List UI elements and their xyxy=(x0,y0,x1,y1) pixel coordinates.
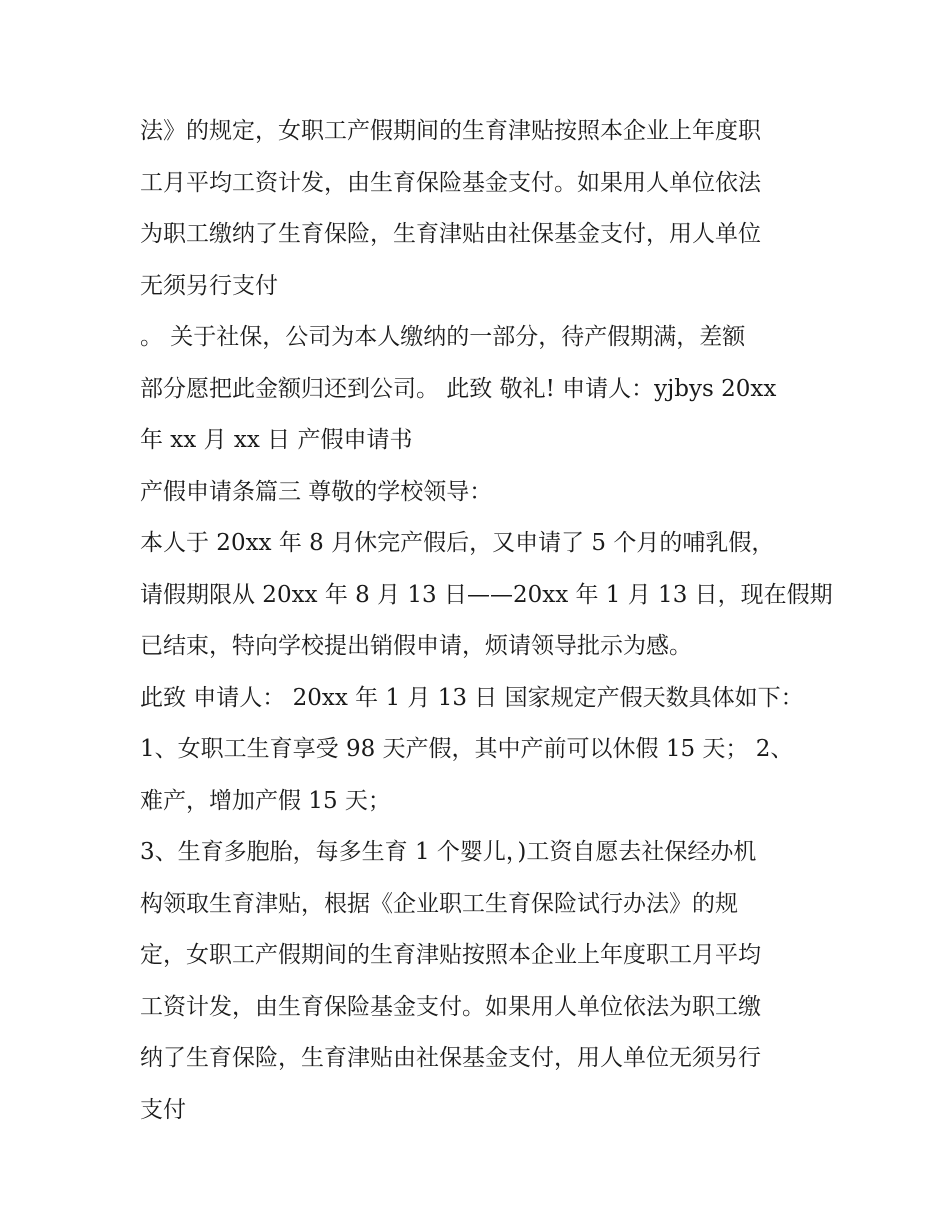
list-item: 难产，增加产假 15 天； xyxy=(140,787,391,814)
text-line: 无须另行支付 xyxy=(140,272,278,299)
text-line: 此致 申请人： 20xx 年 1 月 13 日 国家规定产假天数具体如下： xyxy=(140,684,804,711)
text-line: 部分愿把此金额归还到公司。 此致 敬礼! 申请人：yjbys 20xx xyxy=(140,375,777,402)
text-line: 已结束，特向学校提出销假申请，烦请领导批示为感。 xyxy=(140,633,692,659)
document-body xyxy=(140,108,840,1138)
text-line: 工月平均工资计发，由生育保险基金支付。如果用人单位依法 xyxy=(140,169,761,196)
text-line: 构领取生育津贴，根据《企业职工生育保险试行办法》的规 xyxy=(140,890,738,917)
text-line: 为职工缴纳了生育保险，生育津贴由社保基金支付，用人单位 xyxy=(140,221,761,247)
text-line: 请假期限从 20xx 年 8 月 13 日——20xx 年 1 月 13 日，现在假期 xyxy=(140,581,833,608)
text-line: 法》的规定，女职工产假期间的生育津贴按照本企业上年度职 xyxy=(140,118,761,144)
text-line: 年 xx 月 xx 日 产假申请书 xyxy=(140,427,413,453)
text-line: 本人于 20xx 年 8 月休完产假后，又申请了 5 个月的哺乳假， xyxy=(140,530,775,556)
section-heading: 产假申请条篇三 尊敬的学校领导： xyxy=(140,478,493,505)
text-line: 。 关于社保，公司为本人缴纳的一部分，待产假期满，差额 xyxy=(140,324,746,350)
text-line: 定，女职工产假期间的生育津贴按照本企业上年度职工月平均 xyxy=(140,942,761,968)
list-item: 1、女职工生育享受 98 天产假，其中产前可以休假 15 天； 2、 xyxy=(140,736,794,762)
text-line: 支付 xyxy=(140,1096,186,1123)
text-line: 工资计发，由生育保险基金支付。如果用人单位依法为职工缴 xyxy=(140,993,761,1020)
text-line: 纳了生育保险，生育津贴由社保基金支付，用人单位无须另行 xyxy=(140,1045,761,1071)
list-item: 3、生育多胞胎，每多生育 1 个婴儿，)工资自愿去社保经办机 xyxy=(140,839,757,865)
